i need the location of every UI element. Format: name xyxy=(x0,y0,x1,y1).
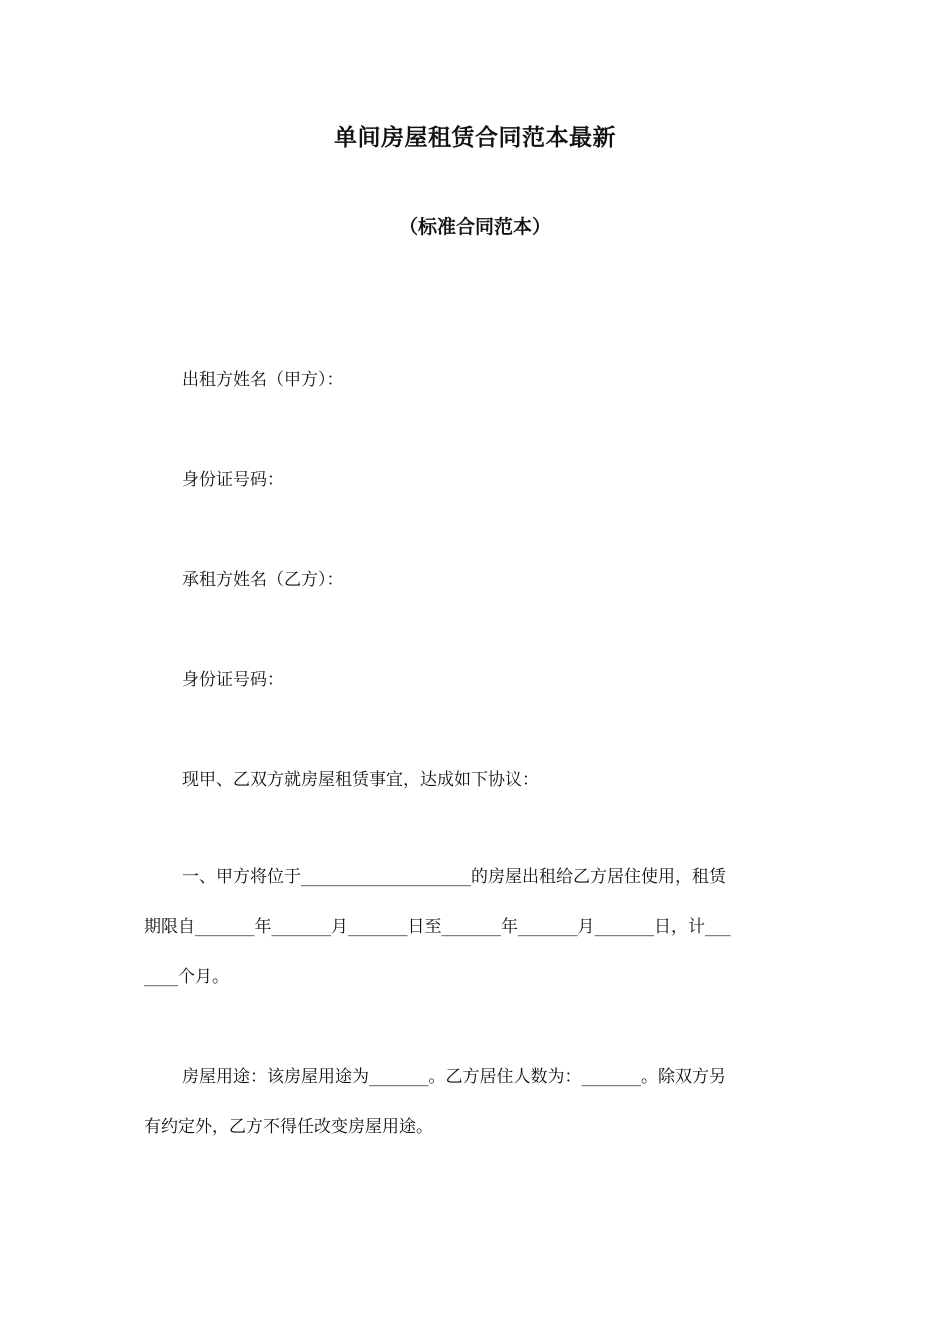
usage-line-2: 有约定外，乙方不得任改变房屋用途。 xyxy=(144,1117,433,1137)
agreement-intro: 现甲、乙双方就房屋租赁事宜，达成如下协议： xyxy=(182,770,539,790)
clause-1-line-3: ____个月。 xyxy=(144,967,229,987)
document-subtitle: （标准合同范本） xyxy=(398,216,551,238)
usage-paragraph xyxy=(144,1052,806,1152)
lessee-id-field: 身份证号码： xyxy=(182,670,284,690)
lessor-id-field: 身份证号码： xyxy=(182,470,284,490)
lessor-name-field: 出租方姓名（甲方）： xyxy=(182,370,344,390)
clause-1-paragraph xyxy=(144,852,806,1002)
document-title: 单间房屋租赁合同范本最新 xyxy=(334,125,616,151)
clause-1-line-2: 期限自_______年_______月_______日至_______年_______月_______日，计___ xyxy=(144,917,731,937)
clause-1-line-1: 一、甲方将位于____________________的房屋出租给乙方居住使用，租赁 xyxy=(182,867,726,887)
lessee-name-field: 承租方姓名（乙方）： xyxy=(182,570,344,590)
usage-line-1: 房屋用途：该房屋用途为_______。乙方居住人数为：_______。除双方另 xyxy=(182,1067,726,1087)
